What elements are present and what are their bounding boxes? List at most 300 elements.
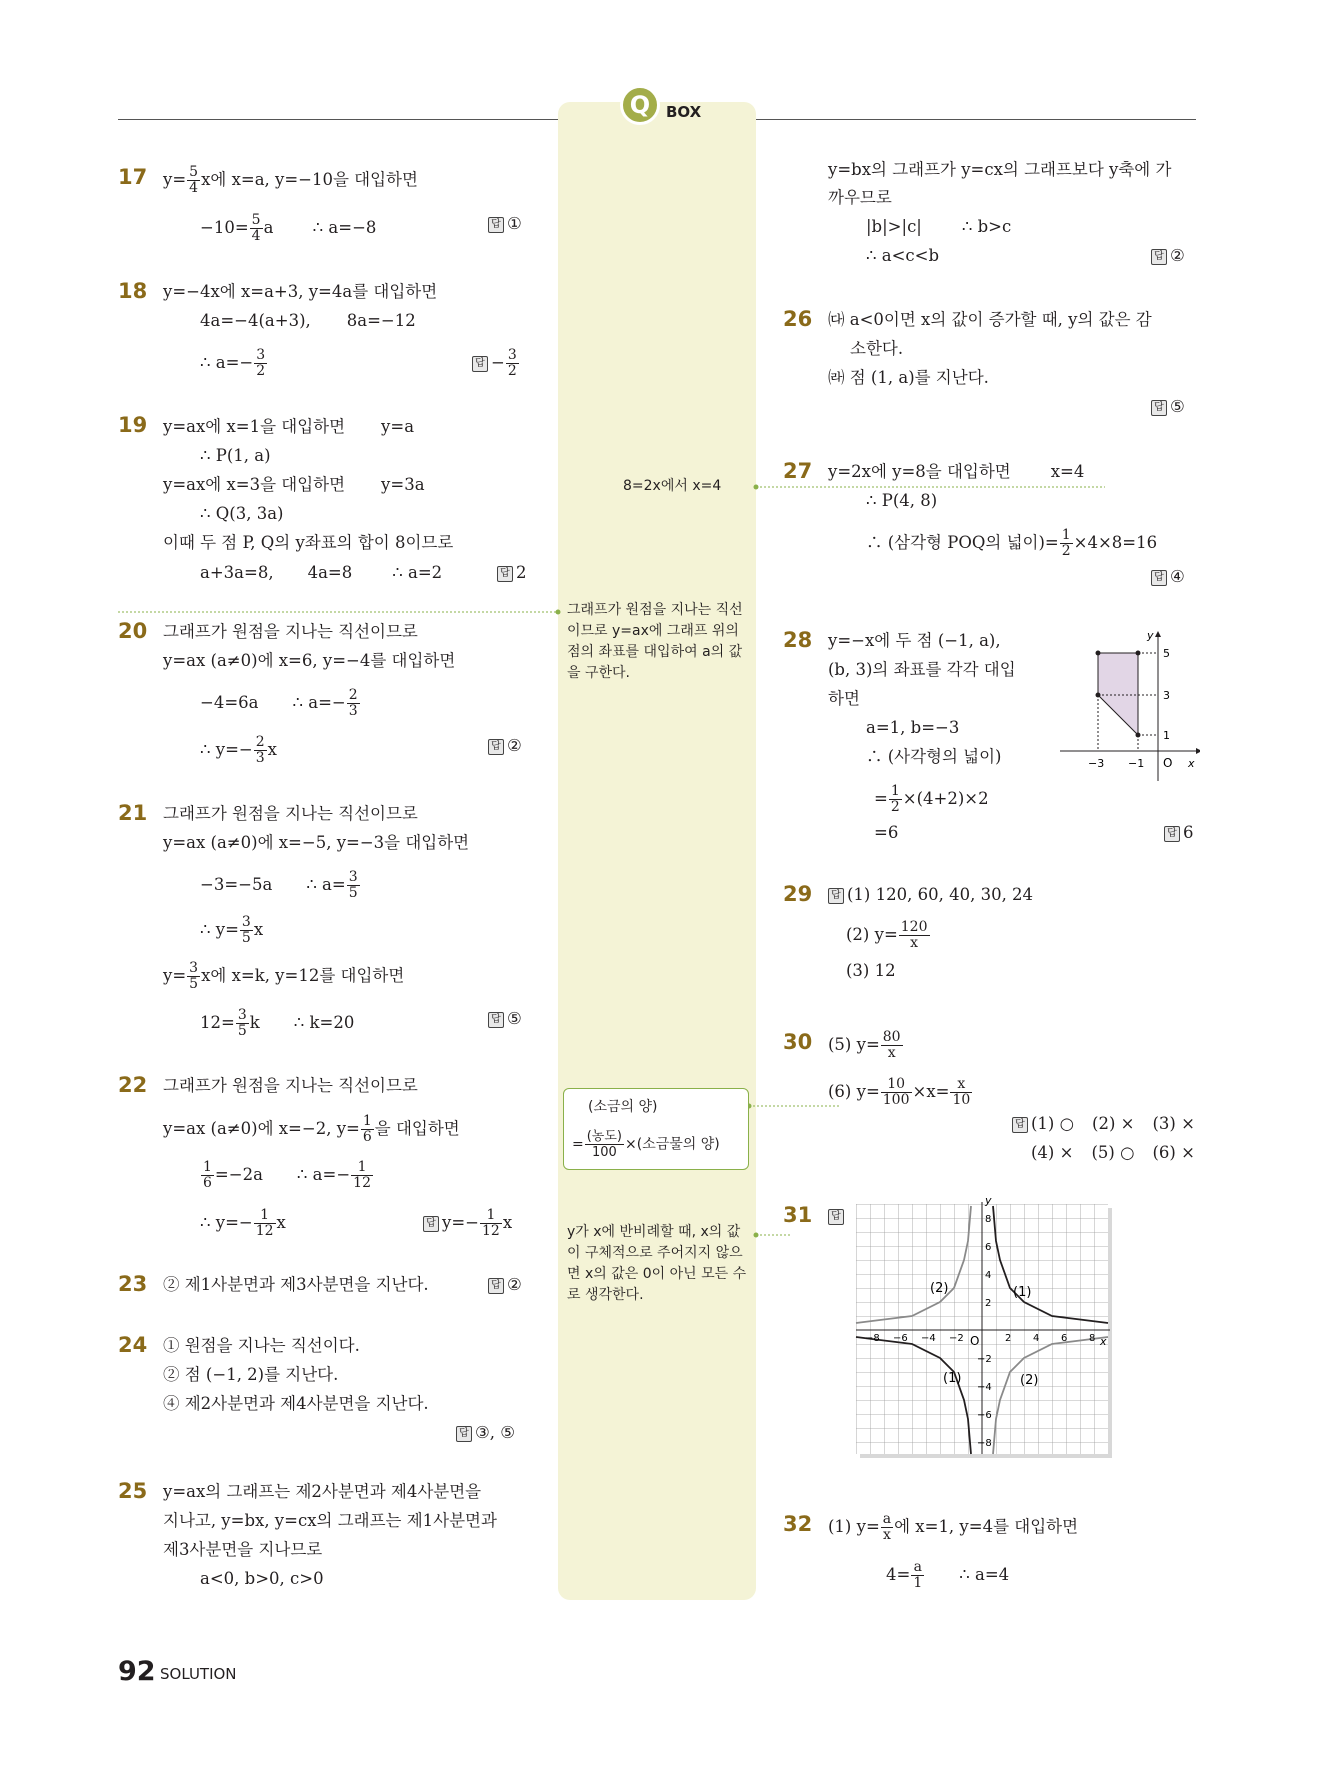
p21-l6b: k (249, 1013, 260, 1032)
p22-line3 (200, 1160, 374, 1191)
p17-l2c: ∴ a=−8 (312, 218, 377, 237)
p17-frac2-num: 5 (251, 212, 261, 228)
p28-point-c (1096, 693, 1101, 698)
p18-line2 (200, 310, 416, 332)
problem-26-number: 26 (783, 307, 813, 331)
p28-frac-den: 2 (890, 799, 900, 815)
p28-xtick-m3: −3 (1088, 757, 1105, 770)
p19-line4: ∴ Q(3, 3a) (200, 504, 284, 523)
p22-frac4-num: 1 (254, 1208, 276, 1224)
p25-line4: a<0, b>0, c>0 (200, 1569, 324, 1588)
p32-frac2-num: a (911, 1560, 924, 1576)
p25-right-line1: y=bx의 그래프가 y=cx의 그래프보다 y축에 가 (828, 160, 1172, 179)
p26-line3: ㈑ 점 (1, a)를 지난다. (828, 368, 989, 387)
p29-line2 (846, 920, 931, 951)
p23-ans: ② (507, 1275, 522, 1294)
p31-graph (850, 1198, 1115, 1460)
p19-line6 (200, 562, 442, 584)
p17-ans: ① (507, 214, 522, 233)
answer-icon: 답 (488, 217, 504, 233)
p30-a3: (3) × (1152, 1114, 1195, 1133)
p20-line1: 그래프가 원점을 지나는 직선이므로 (163, 622, 418, 641)
p17-frac2 (250, 213, 263, 244)
p28-ytick-3: 3 (1163, 689, 1170, 702)
p31-y-label: y (985, 1198, 992, 1207)
p28-line4: a=1, b=−3 (866, 718, 960, 737)
p27-l3a: ∴ (삼각형 POQ의 넓이)= (866, 533, 1059, 552)
p21-frac1-den: 5 (348, 885, 358, 901)
p17-l1a: y= (163, 170, 187, 189)
side-note-20: 그래프가 원점을 지나는 직선이므로 y=ax에 그래프 위의 점의 좌표를 대입하여 a의 값을 구한다. (567, 602, 743, 681)
salt-box-frac-den: 100 (591, 1145, 617, 1160)
p31-xtick: 4 (1033, 1333, 1040, 1344)
p32-frac2-den: 1 (913, 1575, 923, 1591)
p21-frac2-den: 5 (241, 930, 251, 946)
p25-r3a: |b|>|c| (866, 217, 922, 236)
p20-line4 (200, 735, 277, 766)
p31-ytick: 4 (985, 1270, 992, 1281)
leader-dot-20 (556, 610, 561, 615)
p18-frac-num: 3 (256, 347, 266, 363)
problem-31-number: 31 (783, 1203, 813, 1227)
p28-frac-num: 1 (890, 783, 900, 799)
p30-a2: (2) × (1092, 1114, 1135, 1133)
p24-line1: ① 원점을 지나는 직선이다. (163, 1336, 360, 1355)
p21-line3 (200, 870, 361, 901)
p31-xtick: 6 (1061, 1333, 1068, 1344)
p28-line1: y=−x에 두 점 (−1, a), (828, 631, 1001, 650)
salt-box-line2 (572, 1129, 720, 1160)
page-number: 92 (118, 1656, 156, 1687)
p21-frac4 (236, 1008, 249, 1039)
p28-ytick-5: 5 (1163, 647, 1170, 660)
p31-xtick: −6 (893, 1333, 908, 1344)
side-note-salt-box (563, 1088, 749, 1170)
p27-l1: y=2x에 y=8을 대입하면 (828, 462, 1011, 481)
p20-l3b: ∴ a=− (292, 693, 346, 712)
problem-24-number: 24 (118, 1333, 148, 1357)
p31-ytick: −6 (977, 1410, 992, 1421)
p22-ans-frac-num: 1 (480, 1208, 502, 1224)
p26-line2: 소한다. (850, 339, 904, 358)
p17-frac1-den: 4 (189, 180, 199, 196)
p28-x-arrow (1196, 748, 1200, 754)
p19-l3b: y=3a (381, 475, 425, 494)
answer-icon: 답 (1164, 826, 1180, 842)
p32-frac2 (911, 1560, 924, 1591)
p22-line2 (163, 1114, 460, 1145)
p31-label-2b: (2) (1020, 1373, 1039, 1388)
p28-line3: 하면 (828, 689, 860, 708)
p26-answer (1151, 396, 1185, 418)
p28-point-b (1136, 651, 1141, 656)
p18-l2: 4a=−4(a+3), (200, 311, 311, 330)
p22-ans-frac-den: 12 (481, 1223, 500, 1239)
p27-line3 (866, 528, 1157, 559)
p20-l4b: x (267, 740, 277, 759)
p28-line5: ∴ (사각형의 넓이) (866, 747, 1002, 766)
p22-frac3 (351, 1160, 373, 1191)
p18-line3 (200, 348, 268, 379)
p22-l4a: ∴ y=− (200, 1213, 253, 1232)
p32-l1a: (1) y= (828, 1517, 880, 1536)
p22-line4 (200, 1208, 286, 1239)
p31-answer-mark (828, 1205, 847, 1227)
p22-frac2-num: 1 (203, 1159, 212, 1175)
p31-xtick: 8 (1089, 1333, 1096, 1344)
p22-frac1-num: 1 (362, 1113, 372, 1129)
p20-frac1-num: 2 (348, 687, 358, 703)
p28-frac (889, 784, 902, 815)
p21-l6c: ∴ k=20 (293, 1013, 355, 1032)
p30-frac2 (881, 1077, 912, 1108)
p28-l6a: = (874, 789, 888, 808)
p21-l5b: x에 x=k, y=12를 대입하면 (201, 966, 405, 985)
p31-ytick: −8 (977, 1438, 992, 1449)
p20-line2: y=ax (a≠0)에 x=6, y=−4를 대입하면 (163, 651, 456, 670)
p22-frac3-den: 12 (353, 1175, 371, 1191)
p27-frac (1060, 528, 1073, 559)
p20-frac1-den: 3 (348, 703, 358, 719)
p19-l3: y=ax에 x=3을 대입하면 (163, 475, 346, 494)
p19-l1b: y=a (381, 417, 415, 436)
p22-ans-a: y=− (442, 1213, 479, 1232)
answer-icon: 답 (472, 356, 488, 372)
p17-l2b: a (263, 218, 274, 237)
leader-dot-31 (754, 1233, 759, 1238)
p30-frac2-num: 10 (881, 1077, 912, 1093)
p22-frac1-den: 6 (362, 1129, 372, 1145)
p22-frac2 (201, 1160, 214, 1191)
p19-l1: y=ax에 x=1을 대입하면 (163, 417, 346, 436)
p18-frac-den: 2 (256, 363, 266, 379)
answer-icon: 답 (828, 888, 844, 904)
problem-30-number: 30 (783, 1030, 813, 1054)
p30-a5: (5) ○ (1091, 1143, 1135, 1162)
problem-22-number: 22 (118, 1073, 148, 1097)
p20-answer (488, 735, 522, 757)
p28-xtick-m1: −1 (1128, 757, 1145, 770)
p28-ytick-1: 1 (1163, 729, 1170, 742)
problem-27-number: 27 (783, 459, 813, 483)
p32-l2a: 4= (886, 1565, 911, 1584)
problem-28-number: 28 (783, 628, 813, 652)
p21-l3a: −3=−5a (200, 875, 273, 894)
p18-frac (254, 348, 267, 379)
answer-icon: 답 (456, 1426, 472, 1442)
p29-frac (899, 920, 930, 951)
p22-l3b: ∴ a=− (296, 1165, 351, 1184)
problem-20-number: 20 (118, 619, 148, 643)
p18-ans-a: − (491, 353, 505, 372)
p31-ytick: −2 (977, 1354, 992, 1365)
answer-icon: 답 (1151, 249, 1167, 265)
p30-l2a: (6) y= (828, 1082, 880, 1101)
p24-answer (456, 1422, 515, 1444)
p31-xtick: −2 (949, 1333, 964, 1344)
p29-frac-den: x (910, 935, 919, 951)
answer-icon: 답 (1012, 1117, 1028, 1133)
p21-line6 (200, 1008, 354, 1039)
p19-l6a: a+3a=8, (200, 563, 274, 582)
p17-frac1 (187, 165, 200, 196)
p31-origin: O (970, 1334, 980, 1348)
p21-frac3-den: 5 (189, 976, 199, 992)
salt-box-eq: = (572, 1136, 584, 1153)
p30-answer-row2 (1031, 1142, 1195, 1164)
problem-29-number: 29 (783, 882, 813, 906)
p25-right-line4: ∴ a<c<b (866, 246, 940, 265)
p28-x-label: x (1188, 757, 1195, 770)
p30-a1: (1) ○ (1031, 1114, 1075, 1133)
answer-icon: 답 (488, 1012, 504, 1028)
p19-ans: 2 (516, 563, 527, 582)
p22-line1: 그래프가 원점을 지나는 직선이므로 (163, 1076, 418, 1095)
p25-ans: ② (1170, 246, 1185, 265)
p30-frac2-den: 100 (882, 1092, 910, 1108)
problem-19-number: 19 (118, 413, 148, 437)
p30-frac1-den: x (887, 1045, 896, 1061)
p17-l2a: −10= (200, 218, 249, 237)
problem-18-number: 18 (118, 279, 148, 303)
leader-dot-27 (754, 485, 759, 490)
p22-ans-b: x (502, 1213, 513, 1232)
p23-line1: ② 제1사분면과 제3사분면을 지난다. (163, 1275, 429, 1294)
p27-line1 (828, 461, 1084, 483)
p28-origin: O (1163, 756, 1173, 770)
p21-frac2-num: 3 (241, 914, 251, 930)
p17-frac1-num: 5 (189, 164, 199, 180)
p24-line2: ② 점 (−1, 2)를 지난다. (163, 1365, 339, 1384)
p21-frac2 (240, 915, 253, 946)
p20-line3 (200, 688, 361, 719)
p17-l1b: x에 x=a, y=−10을 대입하면 (201, 170, 418, 189)
p28-point-a (1096, 651, 1101, 656)
p20-ans: ② (507, 736, 522, 755)
p28-quadrilateral (1098, 653, 1138, 735)
p29-line1 (828, 884, 1033, 906)
p21-line1: 그래프가 원점을 지나는 직선이므로 (163, 804, 418, 823)
p22-frac1 (361, 1114, 374, 1145)
p21-answer (488, 1008, 522, 1030)
problem-17-number: 17 (118, 165, 148, 189)
p28-line6 (874, 784, 989, 815)
salt-box-rest: ×(소금물의 양) (625, 1136, 720, 1153)
p25-line1: y=ax의 그래프는 제2사분면과 제4사분면을 (163, 1482, 482, 1501)
p28-line7: =6 (874, 823, 899, 842)
p32-line2 (886, 1560, 1009, 1591)
p22-frac4 (254, 1208, 276, 1239)
p27-frac-den: 2 (1061, 543, 1071, 559)
p17-line1 (163, 165, 418, 196)
p29-l2a: (2) y= (846, 925, 898, 944)
p21-line5 (163, 961, 404, 992)
p31-label-1b: (1) (943, 1371, 962, 1386)
p19-l6c: ∴ a=2 (392, 563, 443, 582)
p25-r3b: ∴ b>c (961, 217, 1012, 236)
p29-frac-num: 120 (900, 919, 928, 935)
p30-frac3-num: x (950, 1077, 972, 1093)
p30-frac3-den: 10 (952, 1092, 971, 1108)
salt-box-frac-num: (농도) (586, 1129, 622, 1144)
p19-line5: 이때 두 점 P, Q의 y좌표의 합이 8이므로 (163, 533, 454, 552)
p18-l2b: 8a=−12 (346, 311, 416, 330)
p22-frac4-den: 12 (255, 1223, 274, 1239)
p20-frac1 (347, 688, 360, 719)
p21-frac3 (187, 961, 200, 992)
p18-line1: y=−4x에 x=a+3, y=4a를 대입하면 (163, 282, 438, 301)
p22-ans-frac (480, 1208, 502, 1239)
p31-xtick: −8 (865, 1333, 880, 1344)
p20-frac2-num: 2 (255, 734, 265, 750)
p22-l4b: x (276, 1213, 286, 1232)
p20-l4a: ∴ y=− (200, 740, 253, 759)
p27-frac-num: 1 (1061, 527, 1071, 543)
p28-l6b: ×(4+2)×2 (902, 789, 989, 808)
p17-answer (488, 213, 522, 235)
p21-frac4-num: 3 (237, 1007, 247, 1023)
p31-ytick: 6 (985, 1242, 992, 1253)
p21-ans: ⑤ (507, 1009, 522, 1028)
p30-l2b: ×x= (912, 1082, 950, 1101)
p28-ans: 6 (1183, 823, 1194, 842)
p18-ans-frac (506, 348, 519, 379)
p32-l1b: 에 x=1, y=4를 대입하면 (894, 1517, 1079, 1536)
p23-answer (488, 1274, 522, 1296)
p22-frac2-den: 6 (203, 1175, 212, 1191)
p19-l6b: 4a=8 (307, 563, 353, 582)
p22-frac3-num: 1 (351, 1160, 373, 1176)
p30-frac1 (881, 1030, 903, 1061)
p26-ans: ⑤ (1170, 397, 1185, 416)
p22-answer (423, 1208, 512, 1239)
p21-line4 (200, 915, 263, 946)
p31-ytick: 2 (985, 1298, 992, 1309)
p28-y-arrow (1155, 631, 1161, 637)
p27-l1b: x=4 (1050, 462, 1085, 481)
answer-icon: 답 (488, 1278, 504, 1294)
p21-line2: y=ax (a≠0)에 x=−5, y=−3을 대입하면 (163, 833, 470, 852)
p21-frac4-den: 5 (237, 1023, 247, 1039)
p27-l3b: ×4×8=16 (1073, 533, 1158, 552)
p22-l2b: 을 대입하면 (374, 1119, 460, 1138)
p30-a6: (6) × (1152, 1143, 1195, 1162)
answer-icon: 답 (1151, 570, 1167, 586)
salt-box-frac (585, 1129, 624, 1160)
problem-21-number: 21 (118, 801, 148, 825)
p19-line2: ∴ P(1, a) (200, 446, 271, 465)
p31-label-2: (2) (930, 1281, 949, 1296)
p30-line1 (828, 1030, 904, 1061)
p17-frac2-den: 4 (251, 228, 261, 244)
p28-line2: (b, 3)의 좌표를 각각 대입 (828, 660, 1016, 679)
footer-label: SOLUTION (160, 1665, 237, 1683)
p26-line1: ㈐ a<0이면 x의 값이 증가할 때, y의 값은 감 (828, 310, 1152, 329)
p21-frac1-num: 3 (348, 869, 358, 885)
p20-frac2-den: 3 (255, 750, 265, 766)
answer-icon: 답 (1151, 400, 1167, 416)
p31-xtick: −4 (921, 1333, 936, 1344)
p24-ans: ③, ⑤ (475, 1423, 516, 1442)
p18-l3a: ∴ a=− (200, 353, 254, 372)
p32-frac1-den: x (882, 1527, 891, 1543)
p18-answer (472, 348, 520, 379)
side-note-31: y가 x에 반비례할 때, x의 값이 구체적으로 주어지지 않으면 x의 값은 0이 아닌 모든 수로 생각한다. (567, 1224, 747, 1303)
p17-line2 (200, 213, 376, 244)
p31-ytick: 8 (985, 1214, 992, 1225)
p21-l6a: 12= (200, 1013, 235, 1032)
p30-frac3 (950, 1077, 972, 1108)
p22-l3a: =−2a (214, 1165, 263, 1184)
p21-l4a: ∴ y= (200, 920, 239, 939)
p29-l1: (1) 120, 60, 40, 30, 24 (847, 885, 1034, 904)
p31-ytick: −4 (977, 1382, 992, 1393)
p27-ans: ④ (1170, 567, 1185, 586)
p32-line1 (828, 1512, 1078, 1543)
p30-a4: (4) × (1031, 1143, 1074, 1162)
p27-answer (1151, 566, 1185, 588)
answer-icon: 답 (828, 1209, 844, 1225)
p19-answer (497, 562, 527, 584)
answer-icon: 답 (488, 739, 504, 755)
problem-32-number: 32 (783, 1512, 813, 1536)
p22-l2a: y=ax (a≠0)에 x=−2, y= (163, 1119, 360, 1138)
p21-frac3-num: 3 (189, 960, 199, 976)
p18-ans-frac-num: 3 (507, 347, 517, 363)
p31-label-1: (1) (1013, 1285, 1032, 1300)
p25-right-line2: 까우므로 (828, 188, 892, 207)
side-note-27: 8=2x에서 x=4 (623, 478, 722, 494)
p20-l3a: −4=6a (200, 693, 259, 712)
p32-l2b: ∴ a=4 (959, 1565, 1010, 1584)
p21-l3b: ∴ a= (306, 875, 346, 894)
p28-point-d (1136, 733, 1141, 738)
p21-l5a: y= (163, 966, 187, 985)
p32-frac1-num: a (882, 1511, 892, 1527)
answer-icon: 답 (497, 566, 513, 582)
p25-line3: 제3사분면을 지나므로 (163, 1540, 323, 1559)
p28-y-label: y (1147, 629, 1154, 642)
p31-xtick: 2 (1005, 1333, 1012, 1344)
p30-l1a: (5) y= (828, 1035, 880, 1054)
q-box-label: BOX (666, 103, 702, 121)
p21-l4b: x (253, 920, 264, 939)
p20-frac2 (254, 735, 267, 766)
p21-frac1 (347, 870, 360, 901)
problem-25-number: 25 (118, 1479, 148, 1503)
p28-answer (1164, 822, 1194, 844)
p27-line2: ∴ P(4, 8) (866, 491, 938, 510)
salt-box-line1: (소금의 양) (588, 1099, 658, 1115)
p25-right-line3 (866, 216, 1011, 238)
p24-line3: ④ 제2사분면과 제4사분면을 지난다. (163, 1394, 429, 1413)
q-logo: Q (620, 85, 660, 125)
p30-frac1-num: 80 (882, 1029, 901, 1045)
p30-answer-row1 (1012, 1113, 1195, 1135)
problem-23-number: 23 (118, 1272, 148, 1296)
p29-line3: (3) 12 (846, 961, 896, 980)
p19-line1 (163, 416, 414, 438)
p32-frac1 (881, 1512, 893, 1543)
p31-x-label: x (1100, 1335, 1107, 1348)
p25-line2: 지나고, y=bx, y=cx의 그래프는 제1사분면과 (163, 1511, 497, 1530)
p18-ans-frac-den: 2 (507, 363, 517, 379)
p30-line2 (828, 1077, 973, 1108)
p19-line3 (163, 474, 425, 496)
p25-answer (1151, 245, 1185, 267)
p28-graph (1050, 625, 1200, 785)
answer-icon: 답 (423, 1216, 439, 1232)
